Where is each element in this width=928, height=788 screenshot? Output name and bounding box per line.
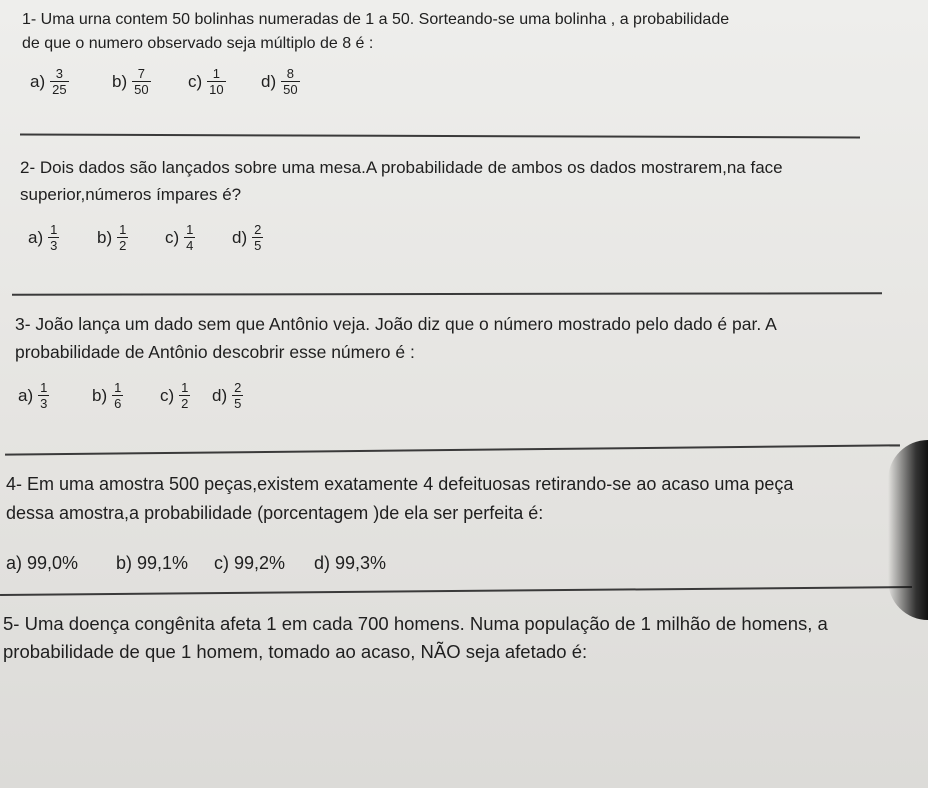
- option-fraction: $\frac{2}{5}$: [234, 380, 242, 411]
- divider-2: [12, 292, 882, 295]
- question-4-option-a: [6, 553, 78, 574]
- option-fraction: $\frac{7}{50}$: [134, 66, 149, 97]
- question-1-line-2: de que o numero observado seja múltiplo de 8 é :: [22, 35, 374, 52]
- option-letter: a): [30, 71, 46, 91]
- option-label: d) 99,3%: [314, 553, 387, 573]
- divider-3: [5, 444, 900, 455]
- question-3-option-c: [160, 380, 190, 411]
- option-label: c) 99,2%: [214, 553, 286, 573]
- option-letter: d): [261, 71, 277, 91]
- question-3-option-b: [92, 380, 123, 411]
- question-2-option-b: [97, 222, 128, 253]
- question-4-option-b: [116, 553, 188, 574]
- option-letter: a): [28, 227, 44, 247]
- question-2-option-d: [232, 222, 263, 253]
- option-fraction: $\frac{1}{6}$: [114, 380, 122, 411]
- option-letter: d): [232, 227, 248, 247]
- option-fraction: $\frac{2}{5}$: [254, 222, 262, 253]
- option-fraction: $\frac{1}{3}$: [40, 380, 48, 411]
- option-letter: a): [18, 385, 34, 405]
- question-5-line-1: 5- Uma doença congênita afeta 1 em cada 700 homens. Numa população de 1 milhão de homens, a: [3, 613, 828, 634]
- question-1-option-d: [261, 66, 300, 97]
- option-fraction: $\frac{1}{10}$: [209, 66, 224, 97]
- question-1-line-1: 1- Uma urna contem 50 bolinhas numeradas de 1 a 50. Sorteando-se uma bolinha , a probabilidade: [22, 11, 730, 28]
- option-letter: b): [92, 385, 108, 405]
- divider-4: [0, 586, 912, 595]
- option-fraction: $\frac{1}{4}$: [186, 222, 194, 253]
- question-4-option-d: [314, 553, 386, 574]
- question-2-line-2: superior,números ímpares é?: [20, 185, 242, 204]
- option-fraction: $\frac{1}{2}$: [119, 222, 127, 253]
- question-4-line-1: 4- Em uma amostra 500 peças,existem exatamente 4 defeituosas retirando-se ao acaso uma peça: [6, 474, 794, 494]
- option-letter: b): [97, 227, 113, 247]
- option-label: a) 99,0%: [6, 553, 79, 573]
- question-3-line-1: 3- João lança um dado sem que Antônio veja. João diz que o número mostrado pelo dado é par. A: [15, 314, 777, 334]
- option-fraction: $\frac{1}{2}$: [181, 380, 189, 411]
- divider-1: [20, 134, 860, 138]
- option-letter: d): [212, 385, 228, 405]
- question-2-line-1: 2- Dois dados são lançados sobre uma mesa.A probabilidade de ambos os dados mostrarem,na face: [20, 158, 783, 177]
- option-letter: b): [112, 71, 128, 91]
- question-3-option-a: [18, 380, 49, 411]
- option-fraction: $\frac{8}{50}$: [283, 66, 298, 97]
- option-fraction: $\frac{3}{25}$: [52, 66, 67, 97]
- question-1-option-c: [188, 66, 226, 97]
- question-2-option-a: [28, 222, 59, 253]
- question-5-line-2: probabilidade de que 1 homem, tomado ao acaso, NÃO seja afetado é:: [3, 641, 588, 662]
- option-letter: c): [165, 227, 180, 247]
- question-3-line-2: probabilidade de Antônio descobrir esse número é :: [15, 342, 415, 362]
- option-letter: c): [188, 71, 203, 91]
- option-fraction: $\frac{1}{3}$: [50, 222, 58, 253]
- option-label: b) 99,1%: [116, 553, 189, 573]
- option-letter: c): [160, 385, 175, 405]
- question-1-option-a: [30, 66, 69, 97]
- question-2-option-c: [165, 222, 195, 253]
- question-4-line-2: dessa amostra,a probabilidade (porcentagem )de ela ser perfeita é:: [6, 503, 544, 523]
- question-4-option-c: [214, 553, 285, 574]
- question-3-option-d: [212, 380, 243, 411]
- photo-shadow: [888, 440, 928, 620]
- question-1-option-b: [112, 66, 151, 97]
